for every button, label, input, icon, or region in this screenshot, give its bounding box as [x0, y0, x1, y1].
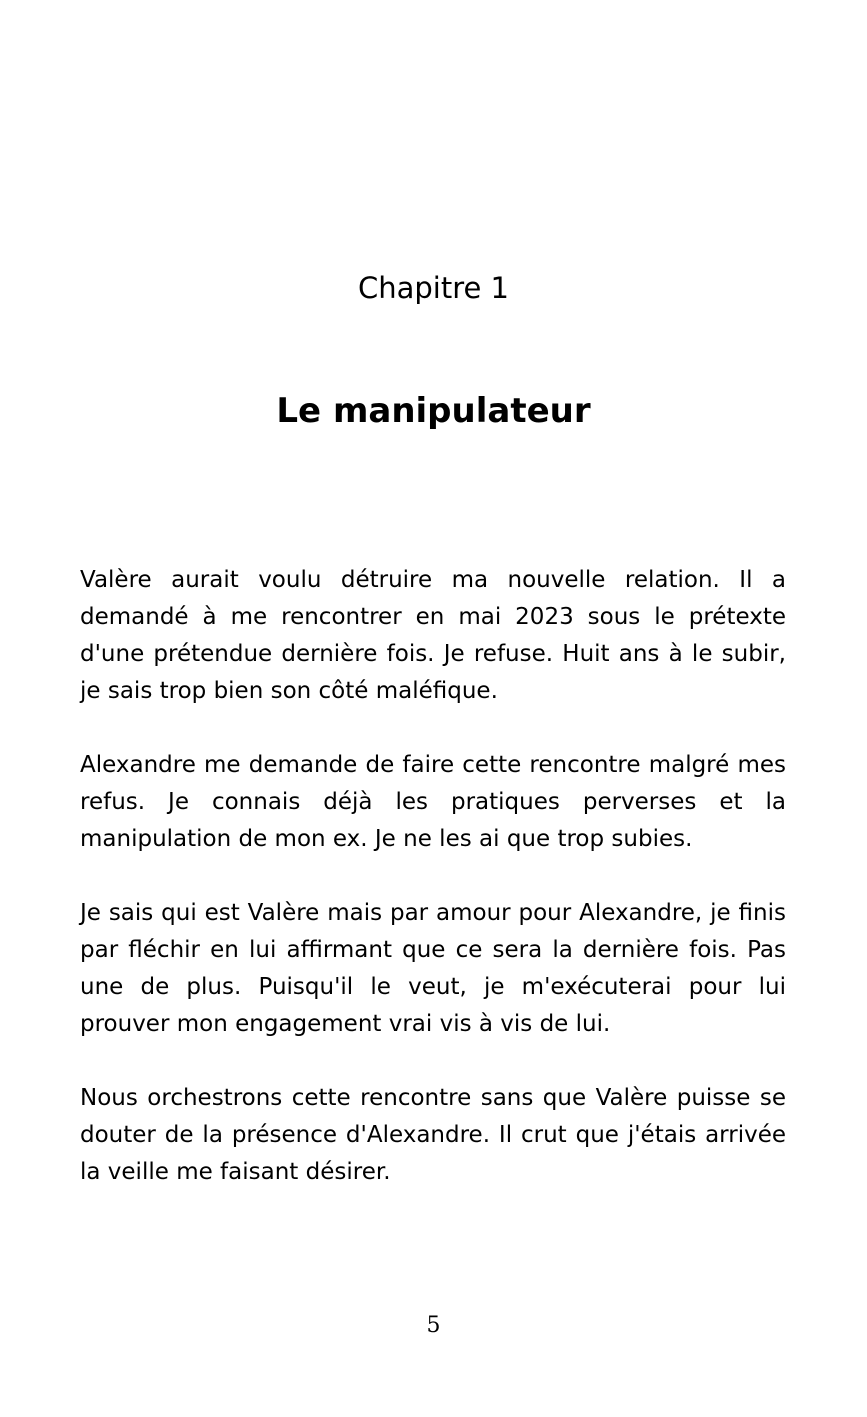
page-number: 5 [426, 1313, 441, 1338]
chapter-body [80, 562, 786, 1228]
paragraph: Valère aurait voulu détruire ma nouvelle relation. Il a demandé à me rencontrer en mai 2023 sous le prétexte d'une prétendue dernière fois. Je refuse. Huit ans à le subir, je sais trop bien son côté maléfique. [80, 567, 786, 704]
paragraph: Nous orchestrons cette rencontre sans que Valère puisse se douter de la présence d'Alexandre. Il crut que j'étais arrivée la veille me faisant désirer. [80, 1085, 786, 1185]
paragraph: Alexandre me demande de faire cette rencontre malgré mes refus. Je connais déjà les pratiques perverses et la manipulation de mon ex. Je ne les ai que trop subies. [80, 752, 786, 852]
chapter-title: Le manipulateur [276, 391, 591, 431]
chapter-label: Chapitre 1 [357, 271, 510, 305]
paragraph: Je sais qui est Valère mais par amour pour Alexandre, je finis par fléchir en lui affirmant que ce sera la dernière fois. Pas une de plus. Puisqu'il le veut, je m'exécuterai pour lui prouver mon engagement vrai vis à vis de lui. [80, 900, 786, 1037]
